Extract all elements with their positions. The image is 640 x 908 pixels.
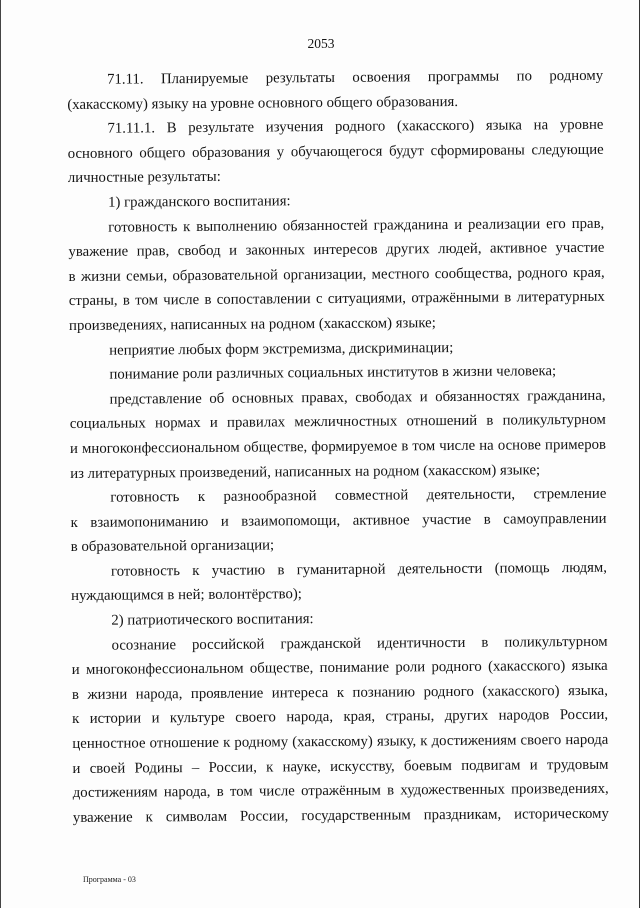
body-text [67, 64, 609, 831]
text-line: уважение прав, свобод и законных интересов других людей, активное участие [68, 239, 605, 261]
text-line: 1) гражданского воспитания: [107, 193, 291, 211]
text-line: основного общего образования у обучающегося будут сформированы следующие [67, 141, 604, 162]
text-line: представление об основных правах, свободах и обязанностях гражданина, [109, 387, 606, 408]
text-line: 2) патриотического воспитания: [111, 611, 314, 629]
text-line: понимание роли различных социальных институтов в жизни человека; [109, 363, 557, 383]
paragraph [71, 629, 609, 830]
page-number: 2053 [307, 36, 335, 51]
text-line: в образовательной организации; [70, 537, 275, 556]
paragraph [69, 359, 605, 388]
footer-label: Программа - 03 [83, 875, 136, 884]
text-line: к взаимопониманию и взаимопомощи, активное участие в самоуправлении [70, 510, 607, 531]
text-line: уважение к символам России, государственным праздникам, историческому [72, 805, 609, 826]
text-line: страны, в том числе в сопоставлении с ситуациями, отражёнными в литературных [68, 289, 605, 310]
text-line: 71.11. Планируемые результаты освоения программы по родному [107, 67, 604, 88]
text-line: к истории и культуре своего народа, края, страны, других народов России, [72, 707, 609, 728]
text-line: готовность к разнообразной совместной деятельности, стремление [110, 485, 607, 506]
text-line: произведениях, написанных на родном (хакасском) языке; [68, 315, 436, 334]
text-line: достижениям народа, в том числе отражённым в художественных произведениях, [72, 780, 609, 802]
text-line: из литературных произведений, написанных на родном (хакасском) языке; [70, 461, 541, 482]
text-line: готовность к выполнению обязанностей гражданина и реализации его прав, [108, 215, 605, 236]
text-line: 71.11.1. В результате изучения родного (хакасского) языка на уровне [107, 116, 604, 137]
text-line: и своей Родины – России, к науке, искусству, боевым подвигам и трудовым [72, 756, 609, 777]
paragraph [70, 383, 607, 486]
text-line: (хакасскому) языку на уровне основного общего образования. [67, 93, 459, 113]
text-line: социальных нормах и правилах межличностных отношений в поликультурном [69, 412, 606, 433]
paragraph [67, 113, 604, 191]
text-line: нуждающимся в ней; волонтёрство); [71, 586, 302, 605]
text-line: и многоконфессиональном обществе, понимание роли родного (хакасского) языка [71, 658, 608, 679]
text-line: осознание российской гражданской идентичности в поликультурном [111, 633, 608, 654]
paragraph [67, 64, 603, 117]
paragraph [68, 211, 605, 338]
paragraph [70, 482, 607, 560]
text-line: личностные результаты: [67, 169, 221, 187]
text-line: в жизни семьи, образовательной организации, местного сообщества, родного края, [68, 264, 605, 285]
text-line: неприятие любых форм экстремизма, дискриминации; [109, 339, 454, 359]
text-line: и многоконфессиональном обществе, формируемое в том числе на основе примеров [69, 436, 607, 457]
text-line: в жизни народа, проявление интереса к познанию родного (хакасского) языка, [71, 682, 608, 703]
text-line: готовность к участию в гуманитарной деятельности (помощь людям, [110, 559, 608, 580]
paragraph [71, 556, 607, 609]
text-line: ценностное отношение к родному (хакасскому) языку, к достижениям своего народа [72, 731, 609, 753]
